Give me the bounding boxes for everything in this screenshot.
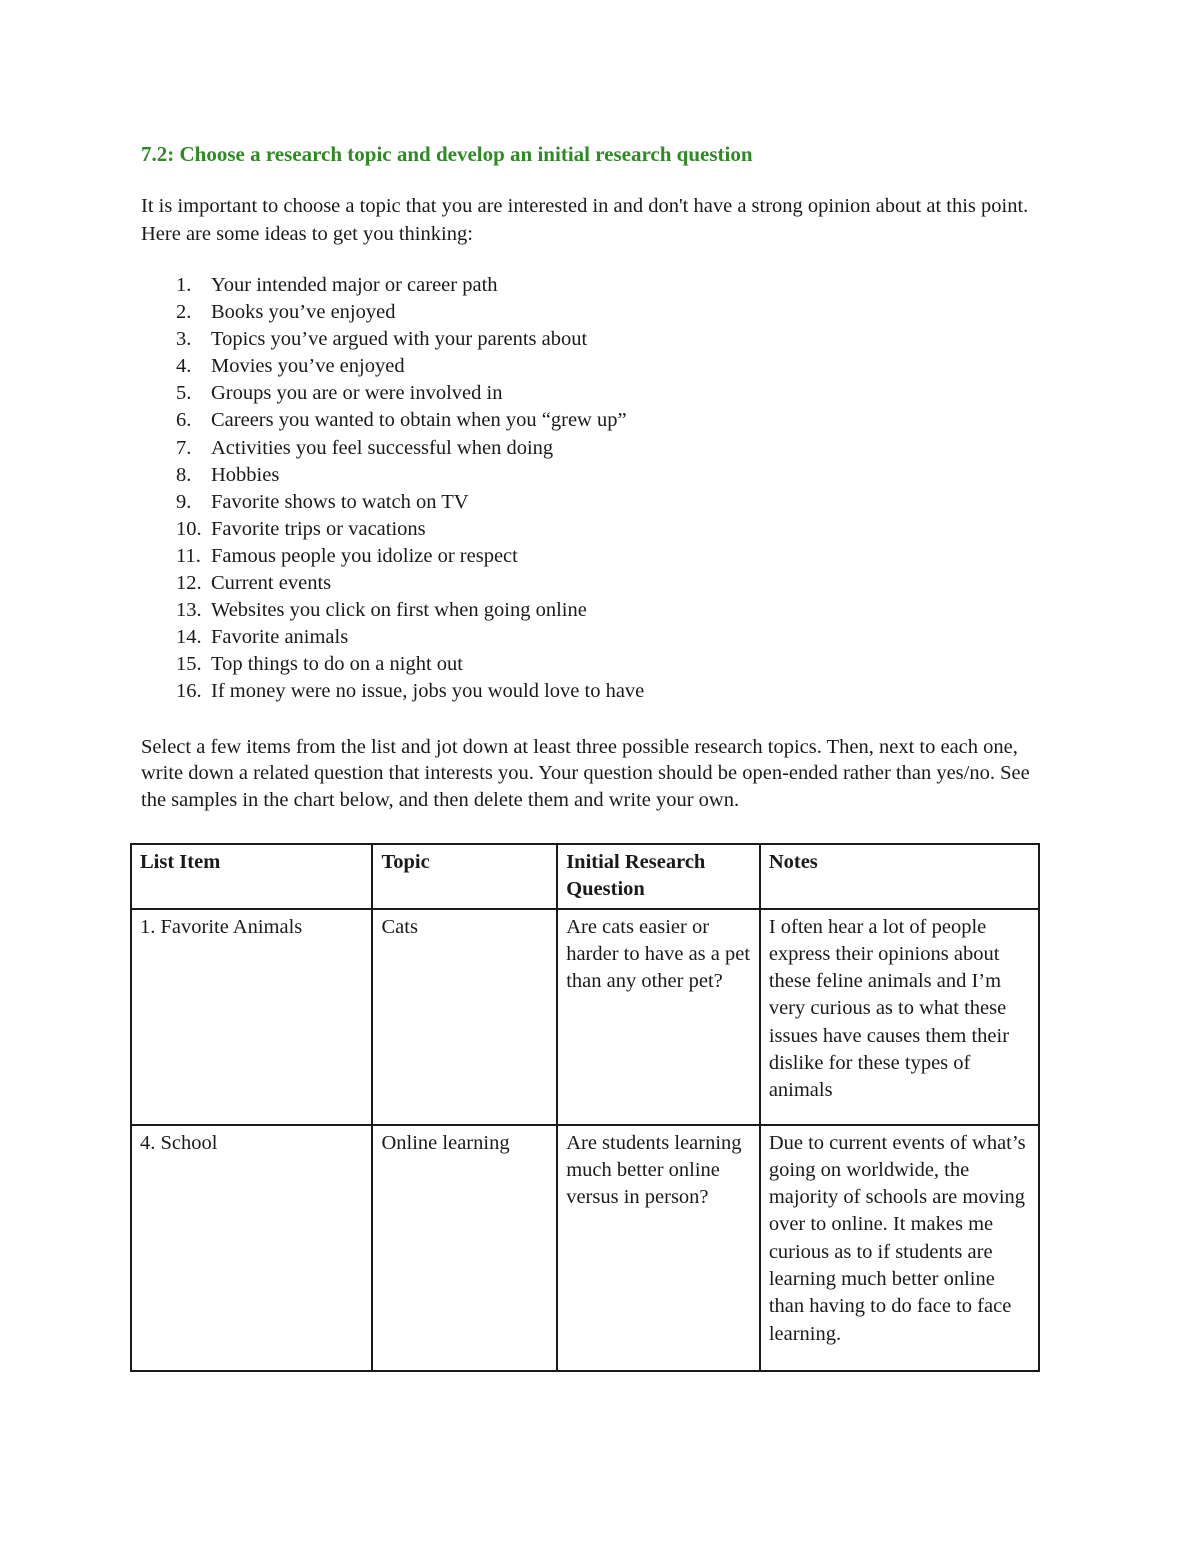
header-list-item: List Item bbox=[131, 844, 372, 909]
list-item-text: Topics you’ve argued with your parents about bbox=[211, 328, 588, 351]
header-topic: Topic bbox=[372, 844, 557, 909]
list-item-number: 4. bbox=[176, 355, 192, 378]
list-item bbox=[141, 678, 1051, 705]
list-item-text: Hobbies bbox=[211, 463, 280, 486]
list-item-number: 10. bbox=[176, 517, 202, 540]
list-item bbox=[141, 326, 1051, 353]
section-heading: 7.2: Choose a research topic and develop an initial research question bbox=[141, 142, 753, 166]
list-item bbox=[141, 651, 1051, 678]
list-item-text: Websites you click on first when going online bbox=[211, 599, 587, 622]
cell-list-item: 1. Favorite Animals bbox=[131, 909, 372, 1125]
list-item bbox=[141, 462, 1051, 489]
cell-notes: I often hear a lot of people express their opinions about these feline animals and I’m very curious as to what these issues have causes them their dislike for these types of animals bbox=[760, 909, 1039, 1125]
list-item-text: Books you’ve enjoyed bbox=[211, 301, 396, 324]
header-notes: Notes bbox=[760, 844, 1039, 909]
list-item-text: Groups you are or were involved in bbox=[211, 382, 503, 405]
list-item-text: Activities you feel successful when doing bbox=[211, 436, 554, 459]
list-item-number: 1. bbox=[176, 274, 192, 296]
list-item bbox=[141, 543, 1051, 570]
list-item-number: 9. bbox=[176, 490, 192, 513]
list-item-text: Favorite animals bbox=[211, 626, 349, 649]
list-item-text: Movies you’ve enjoyed bbox=[211, 355, 405, 378]
table-header-row bbox=[131, 844, 1039, 909]
list-item-number: 7. bbox=[176, 436, 192, 459]
list-item bbox=[141, 597, 1051, 624]
list-item bbox=[141, 624, 1051, 651]
list-item-number: 15. bbox=[176, 653, 202, 676]
intro-paragraph: It is important to choose a topic that you are interested in and don't have a strong opinion about at this point. Here are some ideas to get you thinking: bbox=[141, 195, 1029, 245]
instructions-paragraph: Select a few items from the list and jot down at least three possible research topics. Then, next to each one, write down a related question that interests you. Your question should be open-ended rather than yes/no. See the samples in the chart below, and then delete them and write your own. bbox=[141, 735, 1030, 811]
list-item-text: Favorite trips or vacations bbox=[211, 517, 426, 540]
list-item-number: 3. bbox=[176, 328, 192, 351]
table-row bbox=[131, 1125, 1039, 1371]
list-item-text: Current events bbox=[211, 572, 332, 595]
list-item-text: Your intended major or career path bbox=[211, 274, 498, 296]
cell-research-question: Are students learning much better online versus in person? bbox=[557, 1125, 760, 1371]
cell-list-item: 4. School bbox=[131, 1125, 372, 1371]
document-page bbox=[140, 140, 1051, 1345]
list-item-number: 14. bbox=[176, 626, 202, 649]
list-item-text: If money were no issue, jobs you would love to have bbox=[211, 680, 645, 703]
table-row bbox=[131, 909, 1039, 1125]
list-item bbox=[141, 272, 1051, 299]
list-item-text: Famous people you idolize or respect bbox=[211, 544, 518, 567]
list-item-number: 5. bbox=[176, 382, 192, 405]
cell-notes: Due to current events of what’s going on worldwide, the majority of schools are moving over to online. It makes me curious as to if students are learning much better online than having to do face to face learning. bbox=[760, 1125, 1039, 1371]
list-item-number: 16. bbox=[176, 680, 202, 703]
cell-topic: Cats bbox=[372, 909, 557, 1125]
list-item-text: Favorite shows to watch on TV bbox=[211, 490, 469, 513]
list-item bbox=[141, 353, 1051, 380]
list-item-number: 13. bbox=[176, 599, 202, 622]
list-item bbox=[141, 407, 1051, 434]
list-item bbox=[141, 489, 1051, 516]
list-item bbox=[141, 299, 1051, 326]
header-research-question: Initial Research Question bbox=[557, 844, 760, 909]
list-item-number: 12. bbox=[176, 572, 202, 595]
list-item-number: 11. bbox=[176, 544, 201, 567]
list-item-text: Top things to do on a night out bbox=[211, 653, 463, 676]
cell-topic: Online learning bbox=[372, 1125, 557, 1371]
ideas-list bbox=[141, 272, 1051, 706]
samples-table bbox=[130, 843, 1040, 1372]
list-item-number: 6. bbox=[176, 409, 192, 432]
list-item-text: Careers you wanted to obtain when you “grew up” bbox=[211, 409, 627, 432]
cell-research-question: Are cats easier or harder to have as a pet than any other pet? bbox=[557, 909, 760, 1125]
list-item bbox=[141, 570, 1051, 597]
list-item bbox=[141, 516, 1051, 543]
list-item bbox=[141, 435, 1051, 462]
list-item-number: 8. bbox=[176, 463, 192, 486]
list-item bbox=[141, 380, 1051, 407]
list-item-number: 2. bbox=[176, 301, 192, 324]
